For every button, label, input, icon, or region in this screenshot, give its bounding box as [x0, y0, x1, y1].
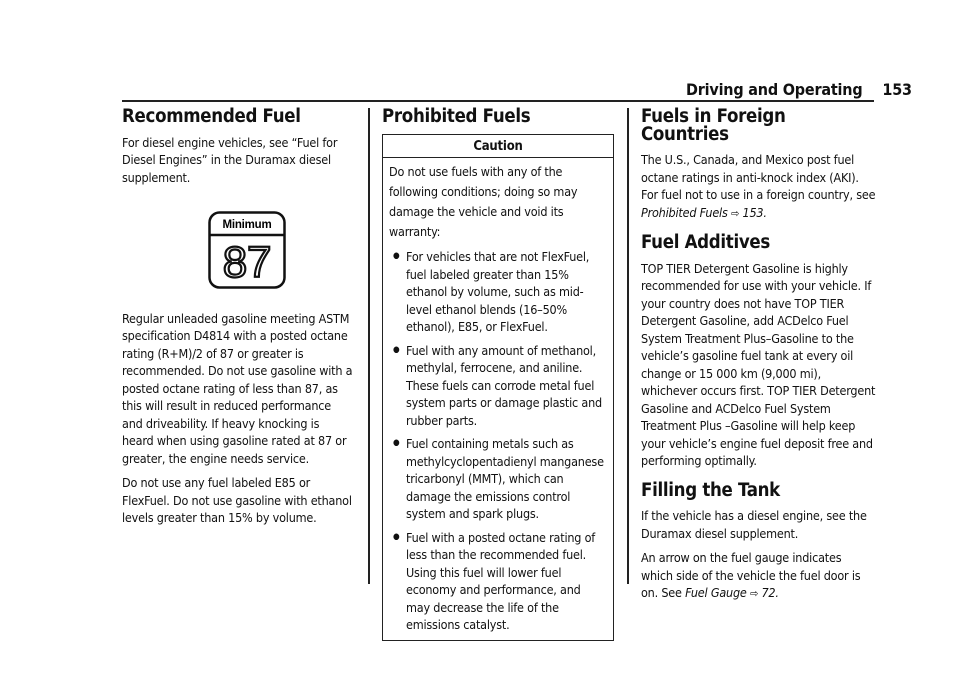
caution-bullet-list	[389, 248, 607, 634]
heading-recommended-fuel: Recommended Fuel	[122, 106, 301, 127]
paragraph-regular-unleaded: Regular unleaded gasoline meeting ASTM specification D4814 with a posted octane rating (R+M)/2 of 87 or greater is recommended. Do not use gasoline with a posted octane rating of less than 87, as this will result in reduced performance and driveability. If heavy knocking is heard when using gasoline rated at 87 or greater, the engine needs service.	[122, 310, 353, 466]
running-header	[686, 80, 912, 99]
column-recommended-fuel	[122, 108, 354, 534]
caution-intro: Do not use fuels with any of the following conditions; doing so may damage the vehicle and void its warranty:	[389, 164, 578, 239]
caution-box	[382, 134, 614, 641]
caution-bullet-item: ● For vehicles that are not FlexFuel, fuel labeled greater than 15% ethanol by volume, such as mid-level ethanol blends (16–50% ethanol), E85, or FlexFuel.	[389, 248, 607, 336]
heading-fuel-additives: Fuel Additives	[641, 232, 771, 253]
paragraph-e85-warning: Do not use any fuel labeled E85 or FlexFuel. Do not use gasoline with ethanol levels greater than 15% by volume.	[122, 475, 352, 525]
paragraph-fuel-additives: TOP TIER Detergent Gasoline is highly recommended for use with your vehicle. If your country does not have TOP TIER Detergent Gasoline, add ACDelco Fuel System Treatment Plus–Gasoline to the vehicle’s gasoline fuel tank at every oil change or 15 000 km (9,000 mi), whichever occurs first. TOP TIER Detergent Gasoline and ACDelco Fuel System Treatment Plus –Gasoline will help keep your vehicle’s engine fuel deposit free and performing optimally.	[641, 260, 876, 468]
page-number: 153	[882, 80, 912, 99]
column-foreign-additives-tank	[641, 108, 876, 610]
heading-filling-the-tank: Filling the Tank	[641, 479, 780, 501]
paragraph-diesel-supplement: If the vehicle has a diesel engine, see the Duramax diesel supplement.	[641, 508, 867, 541]
link-prohibited-fuels[interactable]: Prohibited Fuels ⇨ 153.	[641, 204, 767, 220]
link-fuel-gauge[interactable]: Fuel Gauge ⇨ 72.	[685, 585, 779, 600]
caution-bullet-item: ● Fuel containing metals such as methylcyclopentadienyl manganese tricarbonyl (MMT), which can damage the emissions control system and spark plugs.	[389, 435, 607, 523]
column-divider-2	[627, 108, 629, 584]
heading-fuels-foreign-countries: Fuels in Foreign Countries	[641, 106, 786, 145]
page-ref-icon: ⇨	[750, 587, 759, 600]
octane-label-minimum: Minimum	[222, 219, 272, 231]
octane-label-number: 87	[222, 238, 272, 287]
column-prohibited-fuels	[382, 108, 614, 641]
paragraph-foreign-countries: The U.S., Canada, and Mexico post fuel octane ratings in anti-knock index (AKI). For fuel not to use in a foreign country, see Prohibited Fuels ⇨ 153.	[641, 152, 876, 220]
page-ref-icon: ⇨	[731, 206, 740, 220]
caution-bullet-item: ● Fuel with any amount of methanol, methylal, ferrocene, and aniline. These fuels can corrode metal fuel system parts or damage plastic and rubber parts.	[389, 342, 607, 430]
heading-prohibited-fuels: Prohibited Fuels	[382, 106, 531, 127]
caution-bullet-item: ● Fuel with a posted octane rating of less than the recommended fuel. Using this fuel will lower fuel economy and performance, and may decrease the life of the emissions catalyst.	[389, 529, 607, 634]
header-section-title: Driving and Operating	[686, 80, 863, 99]
caution-body	[383, 158, 613, 640]
octane-rating-label-icon	[208, 211, 286, 289]
header-rule	[122, 100, 874, 102]
paragraph-diesel-note: For diesel engine vehicles, see “Fuel for Diesel Engines” in the Duramax diesel supplement.	[122, 134, 338, 185]
column-divider-1	[368, 108, 370, 584]
caution-title: Caution	[383, 135, 613, 159]
paragraph-fuel-door: An arrow on the fuel gauge indicates which side of the vehicle the fuel door is on. See Fuel Gauge ⇨ 72.	[641, 550, 861, 600]
